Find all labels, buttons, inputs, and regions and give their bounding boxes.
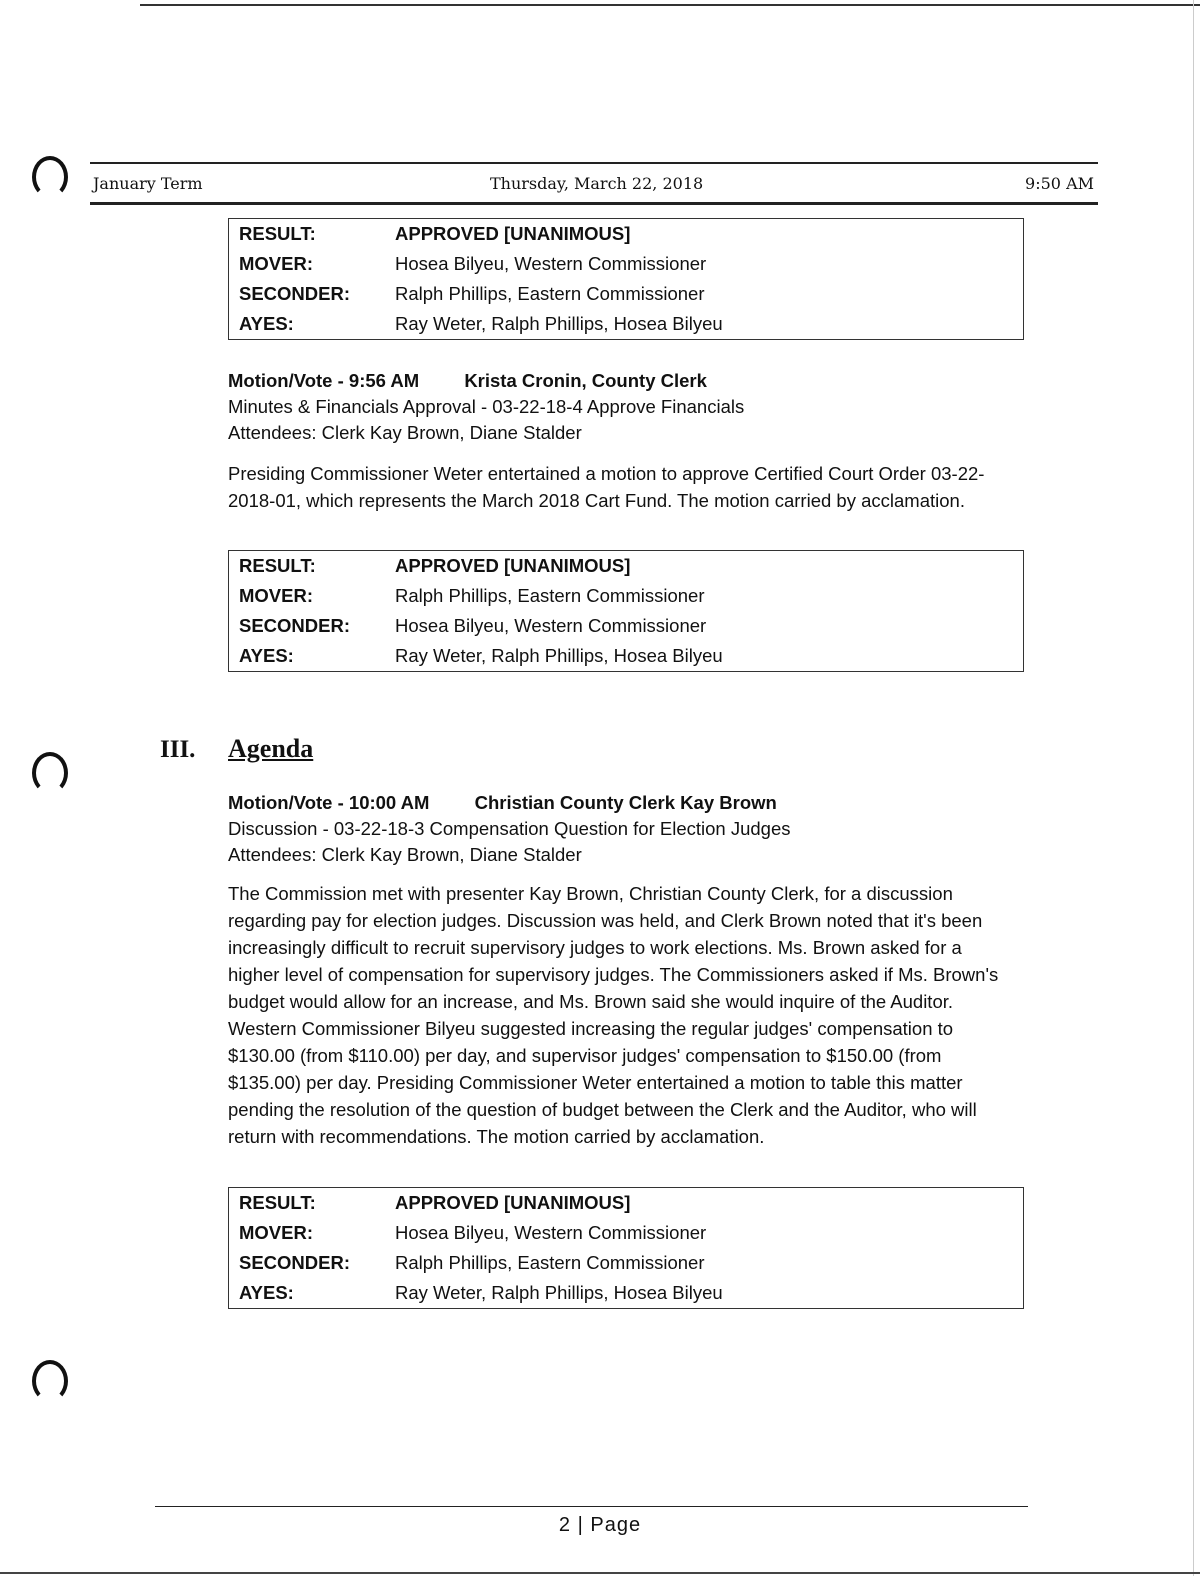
item-1-summary [228,368,1008,446]
page-header [90,162,1098,205]
mover-label: MOVER: [239,253,313,274]
right-scan-border [1193,0,1194,1576]
header-term: January Term [93,174,203,193]
mover-value: Ralph Phillips, Eastern Commissioner [395,585,705,606]
ayes-label: AYES: [239,1282,294,1303]
motion-line [228,790,1008,816]
table-row [229,1188,1024,1219]
punch-hole-icon [32,156,68,198]
table-row [229,249,1024,279]
seconder-label: SECONDER: [239,283,351,304]
seconder-value: Ralph Phillips, Eastern Commissioner [395,283,705,304]
vote-table-1 [228,218,1024,340]
mover-value: Hosea Bilyeu, Western Commissioner [395,253,707,274]
vote-table-3 [228,1187,1024,1309]
table-row [229,581,1024,611]
motion-time: Motion/Vote - 10:00 AM [228,792,430,813]
footer-rule [155,1506,1028,1507]
presenter: Christian County Clerk Kay Brown [474,792,777,813]
table-row [229,1278,1024,1309]
result-value: APPROVED [UNANIMOUS] [395,1192,631,1213]
table-row [229,611,1024,641]
mover-label: MOVER: [239,1222,313,1243]
section-number: III. [160,736,196,763]
table-row [229,219,1024,250]
item-attendees: Attendees: Clerk Kay Brown, Diane Stalder [228,422,582,443]
result-label: RESULT: [239,1192,316,1213]
presenter: Krista Cronin, County Clerk [464,370,707,391]
ayes-label: AYES: [239,645,294,666]
result-label: RESULT: [239,223,316,244]
table-row [229,1248,1024,1278]
ayes-label: AYES: [239,313,294,334]
ayes-value: Ray Weter, Ralph Phillips, Hosea Bilyeu [395,313,723,334]
result-value: APPROVED [UNANIMOUS] [395,555,631,576]
table-row [229,309,1024,340]
item-1-paragraph: Presiding Commissioner Weter entertained a motion to approve Certified Court Order 03-22-2018-01, which represents the March 2018 Cart Fund. The motion carried by acclamation. [228,463,985,511]
item-2-summary [228,790,1008,868]
motion-time: Motion/Vote - 9:56 AM [228,370,420,391]
header-time: 9:50 AM [1025,174,1094,193]
ayes-value: Ray Weter, Ralph Phillips, Hosea Bilyeu [395,1282,723,1303]
top-scan-border [140,4,1200,6]
seconder-label: SECONDER: [239,615,351,636]
table-row [229,641,1024,672]
bottom-scan-border [0,1572,1200,1574]
table-row [229,1218,1024,1248]
seconder-value: Ralph Phillips, Eastern Commissioner [395,1252,705,1273]
mover-value: Hosea Bilyeu, Western Commissioner [395,1222,707,1243]
item-attendees: Attendees: Clerk Kay Brown, Diane Stalder [228,844,582,865]
page-number: 2 | Page [558,1514,642,1536]
header-date: Thursday, March 22, 2018 [490,174,704,193]
punch-hole-icon [32,1360,68,1402]
seconder-value: Hosea Bilyeu, Western Commissioner [395,615,707,636]
result-label: RESULT: [239,555,316,576]
table-row [229,551,1024,582]
seconder-label: SECONDER: [239,1252,351,1273]
item-2-paragraph: The Commission met with presenter Kay Brown, Christian County Clerk, for a discussion regarding pay for election judges. Discussion was held, and Clerk Brown noted that it's been increasingly difficult to recruit supervisory judges to work elections. Ms. Brown asked for a higher level of compensation for supervisory judges. The Commissioners asked if Ms. Brown's budget would allow for an increase, and Ms. Brown said she would inquire of the Auditor. Western Commissioner Bilyeu suggested increasing the regular judges' compensation to $130.00 (from $110.00) per day, and supervisor judges' compensation to $150.00 (from $135.00) per day. Presiding Commissioner Weter entertained a motion to table this matter pending the resolution of the question of budget between the Clerk and the Auditor, who will return with recommendations. The motion carried by acclamation. [228,883,999,1147]
mover-label: MOVER: [239,585,313,606]
item-topic: Discussion - 03-22-18-3 Compensation Question for Election Judges [228,818,791,839]
ayes-value: Ray Weter, Ralph Phillips, Hosea Bilyeu [395,645,723,666]
vote-table-2 [228,550,1024,672]
table-row [229,279,1024,309]
punch-hole-icon [32,752,68,794]
item-topic: Minutes & Financials Approval - 03-22-18-4 Approve Financials [228,396,745,417]
section-title: Agenda [228,734,314,763]
result-value: APPROVED [UNANIMOUS] [395,223,631,244]
motion-line [228,368,1008,394]
